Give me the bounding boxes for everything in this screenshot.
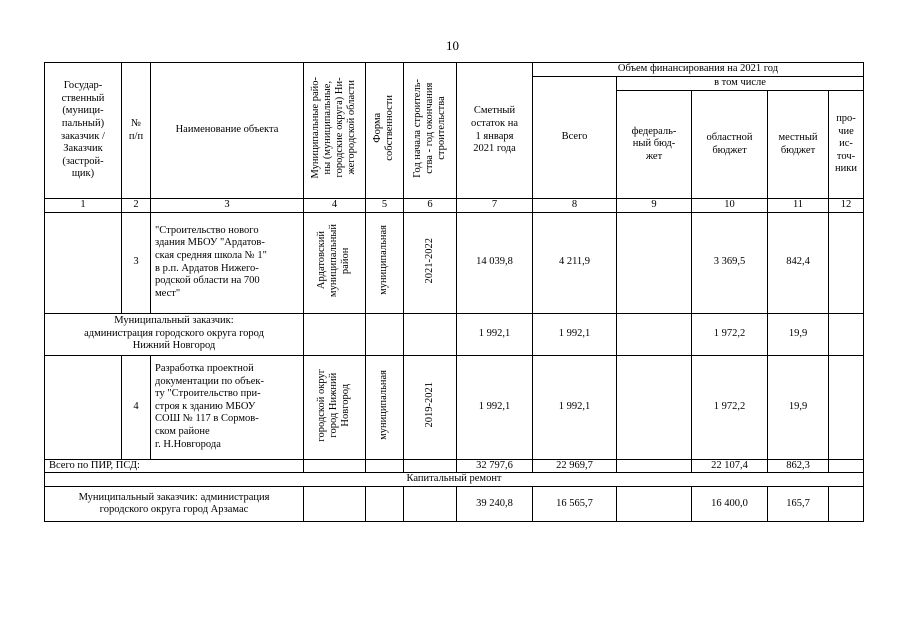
customer-nn-estimate: 1 992,1 — [457, 313, 533, 355]
row3-object: "Строительство нового здания МБОУ "Ардатов- ская средняя школа № 1" в р.п. Ардатов Нижего- родской области на 700 мест" — [151, 212, 304, 313]
capital-repair-label: Капитальный ремонт — [45, 473, 864, 487]
row4-num: 4 — [122, 355, 151, 459]
column-number: 10 — [692, 199, 768, 213]
row3-municipality-text: Ардатовский муниципальный район — [316, 223, 352, 297]
header-num: № п/п — [122, 63, 151, 199]
customer-arzamas-regional: 16 400,0 — [692, 487, 768, 522]
page-number: 10 — [446, 38, 459, 53]
column-number: 2 — [122, 199, 151, 213]
section-row — [45, 473, 864, 487]
header-years — [404, 63, 457, 199]
table-row — [45, 487, 864, 522]
row4-years — [404, 355, 457, 459]
row4-local: 19,9 — [768, 355, 829, 459]
row3-years-text: 2021-2022 — [423, 237, 435, 284]
row3-municipality — [304, 212, 366, 313]
table-row — [45, 459, 864, 473]
customer-arzamas-label: Муниципальный заказчик: администрация городского округа город Арзамас — [45, 487, 304, 522]
table-row — [45, 212, 864, 313]
total-pir-total: 22 969,7 — [533, 459, 617, 473]
column-number: 4 — [304, 199, 366, 213]
column-number: 9 — [617, 199, 692, 213]
header-including: в том числе — [617, 77, 864, 91]
customer-nn-regional: 1 972,2 — [692, 313, 768, 355]
column-number: 7 — [457, 199, 533, 213]
customer-arzamas-local: 165,7 — [768, 487, 829, 522]
row4-ownership-text: муниципальная — [378, 369, 390, 440]
row4-years-text: 2019-2021 — [423, 382, 435, 428]
row3-local: 842,4 — [768, 212, 829, 313]
column-number: 1 — [45, 199, 122, 213]
row3-total: 4 211,9 — [533, 212, 617, 313]
table-row — [45, 355, 864, 459]
column-number: 5 — [366, 199, 404, 213]
customer-arzamas-estimate: 39 240,8 — [457, 487, 533, 522]
row4-customer — [45, 355, 122, 459]
row4-municipality — [304, 355, 366, 459]
row4-object: Разработка проектной документации по объек- ту "Строительство при- строя к зданию МБОУ СОШ № 117 в Сормов- ском районе г. Н.Новгорода — [151, 355, 304, 459]
header-municipality-text: Муниципальные райо- ны (муниципальные, городские округа) Ни- жегородской области — [310, 77, 358, 179]
row3-num: 3 — [122, 212, 151, 313]
header-local: местный бюджет — [768, 91, 829, 199]
row3-customer — [45, 212, 122, 313]
header-years-text: Год начала строитель- ства - год окончания строительства — [411, 78, 448, 178]
table-row — [45, 313, 864, 355]
column-number: 11 — [768, 199, 829, 213]
header-federal: федераль- ный бюд- жет — [617, 91, 692, 199]
row4-estimate: 1 992,1 — [457, 355, 533, 459]
total-pir-local: 862,3 — [768, 459, 829, 473]
header-ownership-text: Форма собственности — [372, 95, 396, 162]
customer-nn-local: 19,9 — [768, 313, 829, 355]
customer-arzamas-total: 16 565,7 — [533, 487, 617, 522]
row3-regional: 3 369,5 — [692, 212, 768, 313]
header-total: Всего — [533, 77, 617, 199]
header-object-name: Наименование объекта — [151, 63, 304, 199]
row3-federal — [617, 212, 692, 313]
row4-municipality-text: городской округ город Нижний Новгород — [316, 368, 352, 442]
total-pir-estimate: 32 797,6 — [457, 459, 533, 473]
column-number: 6 — [404, 199, 457, 213]
financing-table — [44, 62, 864, 522]
row3-ownership — [366, 212, 404, 313]
row3-ownership-text: муниципальная — [378, 225, 390, 296]
column-numbers-row — [45, 199, 864, 213]
header-funding-volume: Объем финансирования на 2021 год — [533, 63, 864, 77]
row4-regional: 1 972,2 — [692, 355, 768, 459]
header-regional: областной бюджет — [692, 91, 768, 199]
total-pir-label: Всего по ПИР, ПСД: — [45, 459, 304, 473]
customer-nn-label: Муниципальный заказчик: администрация городского округа город Нижний Новгород — [45, 313, 304, 355]
row3-estimate: 14 039,8 — [457, 212, 533, 313]
header-ownership — [366, 63, 404, 199]
header-other: про- чие ис- точ- ники — [829, 91, 864, 199]
header-estimate: Сметный остаток на 1 января 2021 года — [457, 63, 533, 199]
total-pir-regional: 22 107,4 — [692, 459, 768, 473]
header-municipality — [304, 63, 366, 199]
column-number: 8 — [533, 199, 617, 213]
column-number: 3 — [151, 199, 304, 213]
row3-other — [829, 212, 864, 313]
row3-years — [404, 212, 457, 313]
header-customer: Государ- ственный (муници- пальный) заказчик / Заказчик (застрой- щик) — [45, 63, 122, 199]
customer-nn-total: 1 992,1 — [533, 313, 617, 355]
row4-total: 1 992,1 — [533, 355, 617, 459]
column-number: 12 — [829, 199, 864, 213]
row4-ownership — [366, 355, 404, 459]
